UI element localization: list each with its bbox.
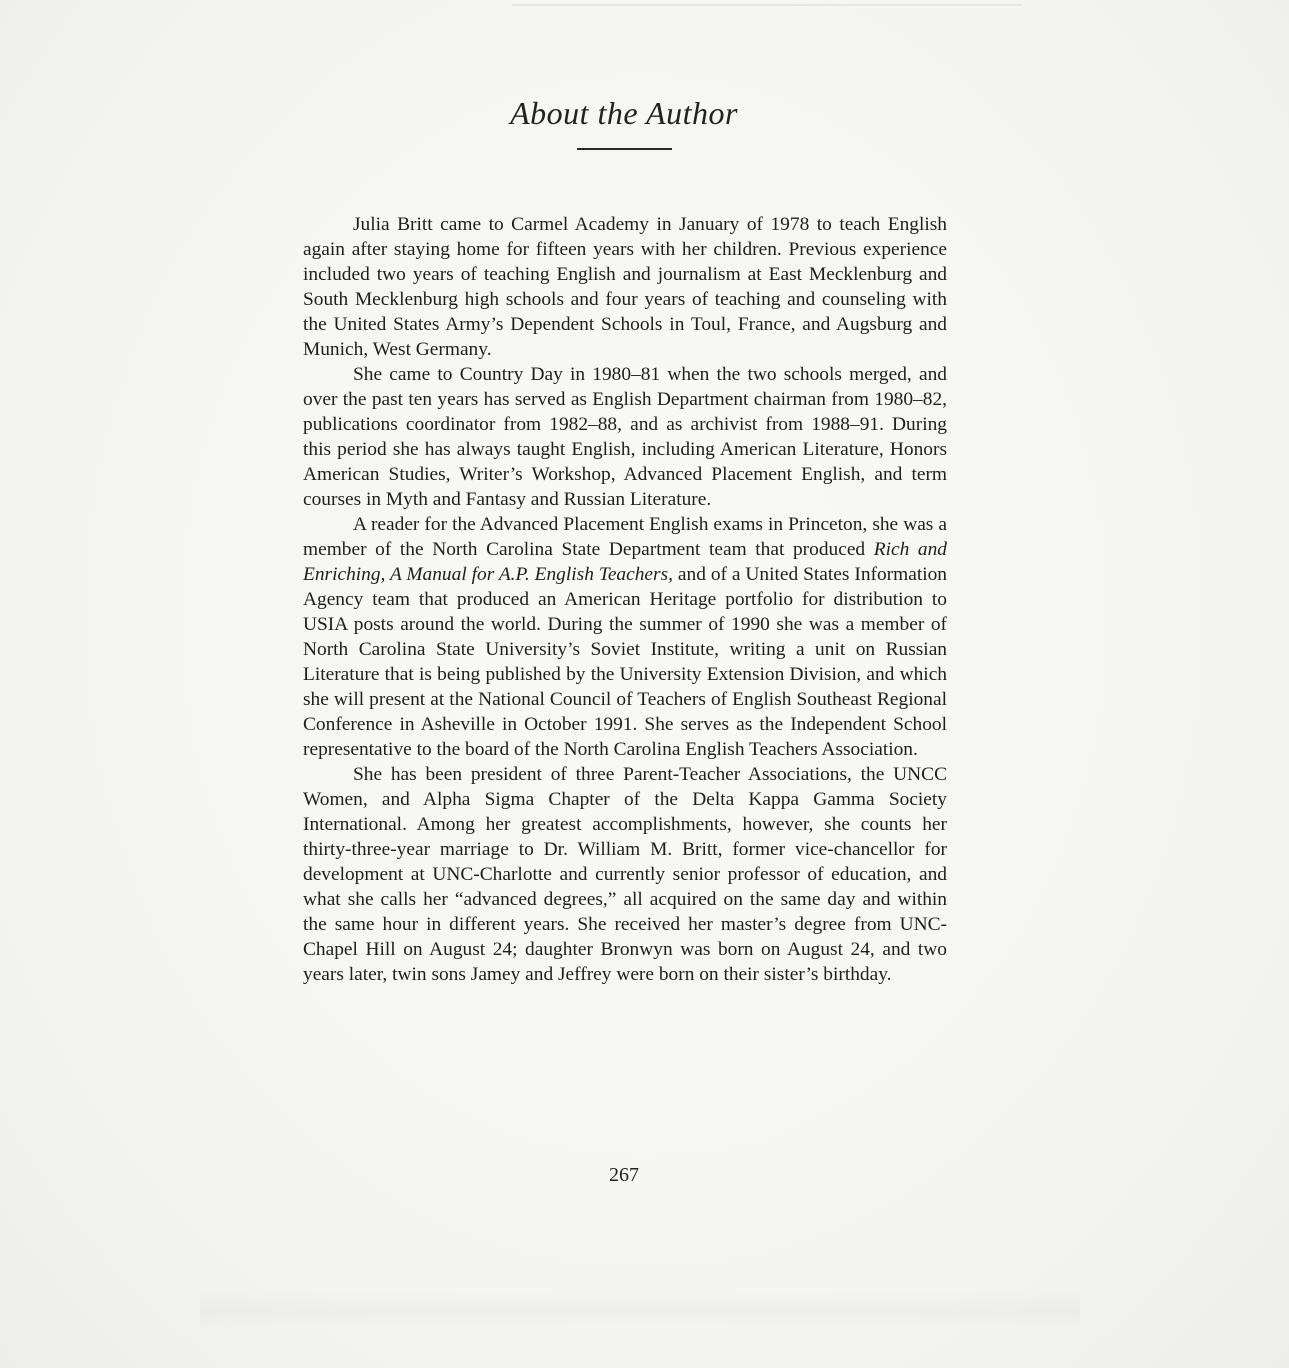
page-number: 267 (609, 1164, 639, 1186)
book-title-italic: Rich and Enriching, A Manual for A.P. English Teachers, (303, 539, 947, 585)
bio-paragraph-3 (303, 512, 947, 762)
title-rule (577, 148, 672, 150)
bio-paragraph-2: She came to Country Day in 1980–81 when the two schools merged, and over the past ten years has served as English Department chairman from 1980–82, publications coordinator from 1982–88, and as archivist from 1988–91. During this period she has always taught English, including American Literature, Honors American Studies, Writer’s Workshop, Advanced Placement English, and term courses in Myth and Fantasy and Russian Literature. (303, 364, 947, 510)
bio-paragraph-1: Julia Britt came to Carmel Academy in January of 1978 to teach English again after staying home for fifteen years with her children. Previous experience included two years of teaching English and journalism at East Mecklenburg and South Mecklenburg high schools and four years of teaching and counseling with the United States Army’s Dependent Schools in Toul, France, and Augsburg and Munich, West Germany. (303, 214, 947, 360)
page-bottom-shade (200, 1290, 1080, 1330)
page-top-edge (512, 4, 1022, 6)
author-bio (303, 212, 947, 987)
bio-paragraph-3-end: and of a United States Information Agency team that produced an American Heritage portfolio for distribution to USIA posts around the world. During the summer of 1990 she was a member of North Carolina State University’s Soviet Institute, writing a unit on Russian Literature that is being published by the University Extension Division, and which she will present at the National Council of Teachers of English Southeast Regional Conference in Asheville in October 1991. She serves as the Independent School representative to the board of the North Carolina English Teachers Association. (303, 564, 947, 760)
bio-paragraph-3-start: A reader for the Advanced Placement English exams in Princeton, she was a member of the North Carolina State Department team that produced (303, 514, 947, 560)
bio-paragraph-4: She has been president of three Parent-Teacher Associations, the UNCC Women, and Alpha Sigma Chapter of the Delta Kappa Gamma Society International. Among her greatest accomplishments, however, she counts her thirty-three-year marriage to Dr. William M. Britt, former vice-chancellor for development at UNC-Charlotte and currently senior professor of education, and what she calls her “advanced degrees,” all acquired on the same day and within the same hour in different years. She received her master’s degree from UNC-Chapel Hill on August 24; daughter Bronwyn was born on August 24, and two years later, twin sons Jamey and Jeffrey were born on their sister’s birthday. (303, 764, 947, 985)
page-title: About the Author (510, 95, 738, 131)
